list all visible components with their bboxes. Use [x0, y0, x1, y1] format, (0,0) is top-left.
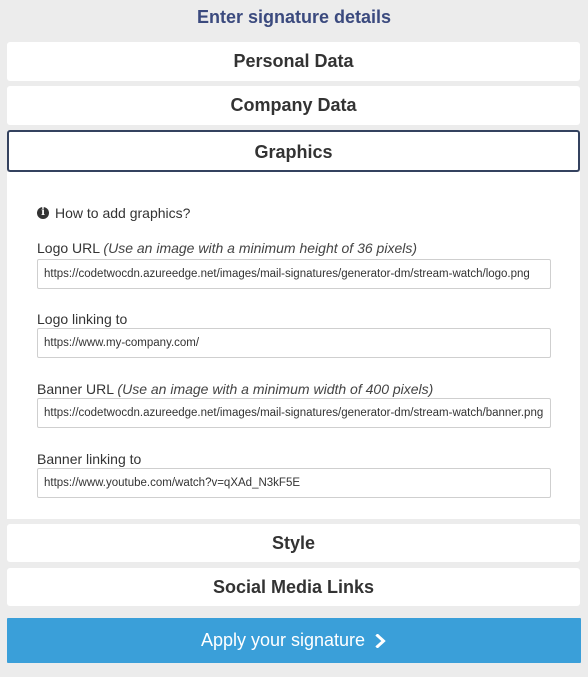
banner-url-label — [37, 381, 433, 397]
section-company-data[interactable]: Company Data — [7, 86, 580, 125]
section-graphics[interactable]: Graphics — [7, 130, 580, 172]
how-to-add-graphics-link[interactable] — [37, 205, 190, 221]
logo-url-label-text: Logo URL — [37, 240, 100, 256]
info-circle-icon: i — [37, 207, 49, 219]
apply-signature-label: Apply your signature — [200, 630, 366, 650]
chevron-right-icon — [375, 634, 387, 648]
logo-link-input[interactable] — [37, 328, 551, 358]
banner-link-label: Banner linking to — [37, 451, 142, 467]
graphics-panel — [7, 172, 580, 519]
logo-url-label — [37, 240, 417, 256]
logo-link-label: Logo linking to — [37, 311, 128, 327]
banner-url-label-text: Banner URL — [37, 381, 114, 397]
banner-url-hint: (Use an image with a minimum width of 400 pixels) — [117, 381, 434, 397]
banner-link-input[interactable] — [37, 468, 551, 498]
page-title: Enter signature details — [196, 7, 392, 27]
section-style[interactable]: Style — [7, 524, 580, 562]
help-link-label: How to add graphics? — [55, 205, 191, 221]
section-social-media-links[interactable]: Social Media Links — [7, 568, 580, 606]
logo-url-hint: (Use an image with a minimum height of 36 pixels) — [103, 240, 417, 256]
section-personal-data[interactable]: Personal Data — [7, 42, 580, 81]
apply-signature-button[interactable] — [7, 618, 581, 663]
banner-url-input[interactable] — [37, 398, 551, 428]
logo-url-input[interactable] — [37, 259, 551, 289]
